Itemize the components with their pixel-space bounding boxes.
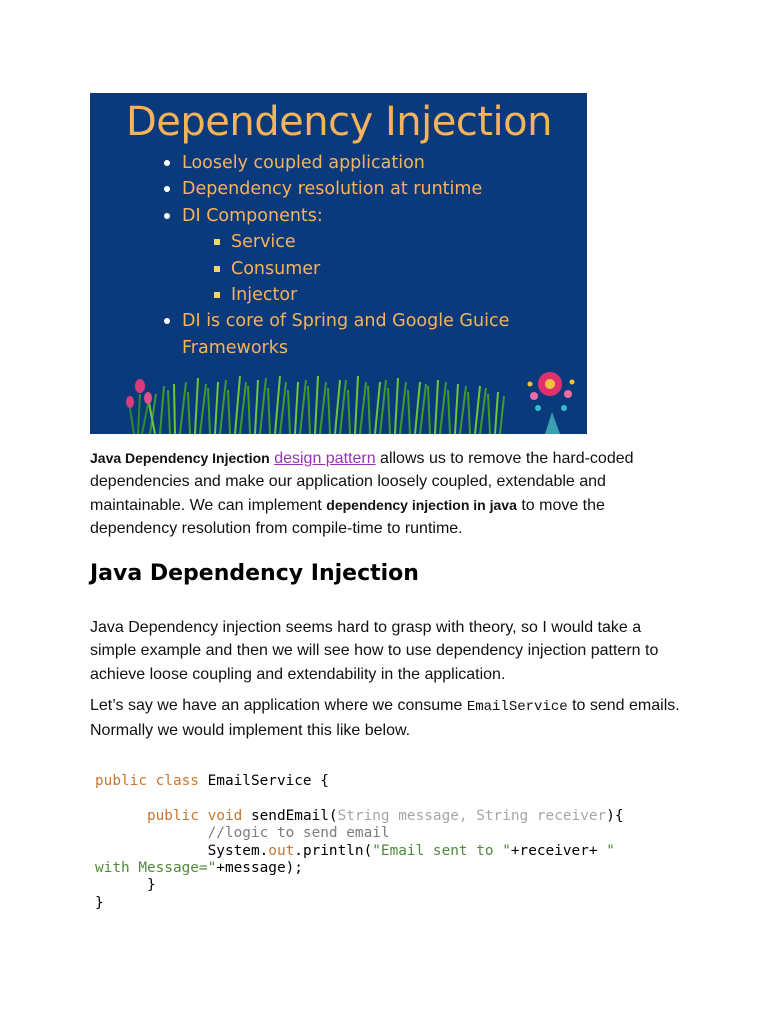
intro-bold-phrase: dependency injection in java xyxy=(326,496,517,513)
banner-bullet: DI is core of Spring and Google Guice xyxy=(90,308,509,334)
grass-and-flowers-illustration xyxy=(90,364,587,434)
code-keyword: public class xyxy=(95,773,199,789)
tulip-icon xyxy=(126,379,152,434)
code-comment: //logic to send email xyxy=(95,825,390,842)
design-pattern-link[interactable]: design pattern xyxy=(274,450,376,467)
code-text: +message); xyxy=(216,860,303,877)
banner-sub-bullet: Injector xyxy=(90,282,509,308)
banner-bullet: Dependency resolution at runtime xyxy=(90,176,509,202)
code-text: +receiver+ xyxy=(510,842,607,859)
code-params: String message, String receiver xyxy=(337,807,607,824)
code-field: out xyxy=(268,842,295,859)
para2-text-start: Let’s say we have an application where we consume xyxy=(90,697,467,714)
intro-text-end: to move the dependency resolution from compile-time to runtime. xyxy=(90,496,605,537)
code-text: System. xyxy=(95,842,269,859)
banner-bullet-list xyxy=(90,150,509,361)
section-paragraph-1: Java Dependency injection seems hard to grasp with theory, so I would take a simple example and then we will see how to use dependency injection pattern to achieve loose coupling and extendability in the application. xyxy=(90,619,659,683)
code-string: with Message=" xyxy=(95,860,217,877)
code-block xyxy=(95,773,624,912)
intro-bold-term: Java Dependency Injection xyxy=(90,450,270,466)
banner-bullet: DI Components: xyxy=(90,203,509,229)
code-keyword: public void xyxy=(146,807,243,824)
code-text: } xyxy=(95,894,104,911)
banner-sub-bullet: Service xyxy=(90,229,509,255)
dependency-injection-banner xyxy=(90,93,587,434)
flower-bouquet-icon xyxy=(528,372,575,434)
banner-title: Dependency Injection xyxy=(126,99,552,145)
banner-sub-bullet: Consumer xyxy=(90,256,509,282)
intro-text: allows us to remove the hard-coded dependencies and make our application loosely coupled, extendable and maintainable. We can implement xyxy=(90,450,634,514)
section-heading: Java Dependency Injection xyxy=(90,561,419,586)
code-indent xyxy=(95,808,147,824)
code-text: EmailService { xyxy=(198,773,329,789)
para2-text-end: to send emails. Normally we would implement this like below. xyxy=(90,697,680,740)
grass-icon xyxy=(148,376,504,434)
intro-paragraph xyxy=(90,447,690,540)
code-text: ){ xyxy=(606,807,624,824)
inline-code-emailservice: EmailService xyxy=(466,699,568,715)
code-string: " xyxy=(606,842,615,859)
code-string: "Email sent to " xyxy=(372,842,511,859)
section-paragraph-2 xyxy=(90,694,690,743)
banner-bullet: Loosely coupled application xyxy=(90,150,509,176)
code-text: .println( xyxy=(294,842,373,859)
banner-bullet-continuation: Frameworks xyxy=(182,337,288,358)
code-text: sendEmail( xyxy=(242,807,338,824)
code-text: } xyxy=(95,877,156,894)
